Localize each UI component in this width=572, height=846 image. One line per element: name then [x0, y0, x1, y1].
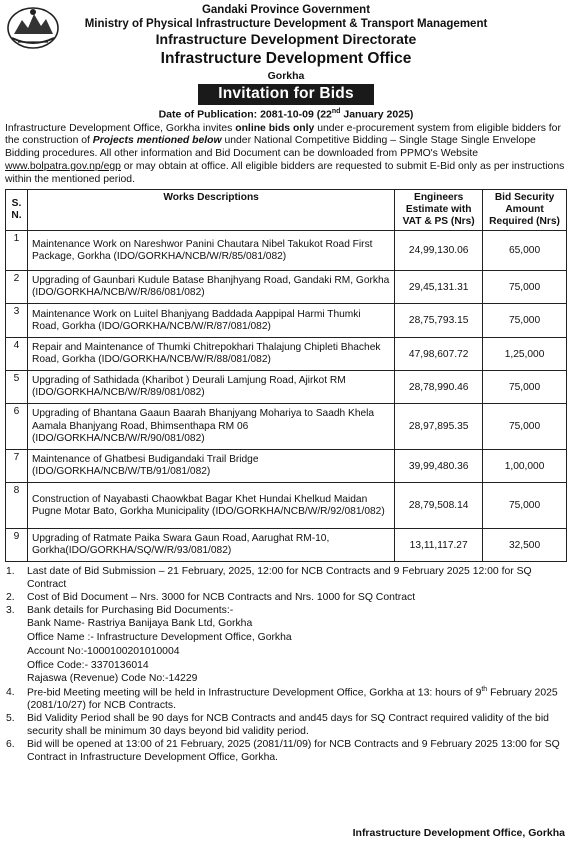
invitation-banner: Invitation for Bids [198, 84, 374, 105]
sn-header: S. N. [6, 190, 28, 231]
row-description: Upgrading of Bhantana Gaaun Baarah Bhanjyang Mohariya to Saadh Khela Aamala Bhanjyang Road, Bhimsenthapa RM 06 (IDO/GORKHA/NCB/W/R/90/081/082) [27, 404, 394, 450]
row-sn: 1 [6, 231, 28, 271]
row-estimate: 28,97,895.35 [395, 404, 483, 450]
row-sn: 2 [6, 271, 28, 304]
row-security: 75,000 [483, 304, 567, 338]
province-title: Gandaki Province Government [201, 4, 371, 16]
row-sn: 5 [6, 371, 28, 404]
note-item: 2. Cost of Bid Document – Nrs. 3000 for NCB Contracts and Nrs. 1000 for SQ Contract [6, 592, 416, 604]
security-header: Bid Security Amount Required (Nrs) [483, 190, 567, 231]
row-estimate: 28,78,990.46 [395, 371, 483, 404]
note-item: 4. Pre-bid Meeting meeting will be held in Infrastructure Development Office, Gorkha at 13: hours of 9th February 2025 (2081/10/27) for NCB Contracts. [6, 686, 558, 712]
row-security: 75,000 [483, 483, 567, 529]
row-security: 1,00,000 [483, 450, 567, 483]
table-header-row [6, 190, 567, 231]
bank-name: Bank Name- Rastriya Banijaya Bank Ltd, Gorkha [27, 618, 253, 630]
row-sn: 7 [6, 450, 28, 483]
table-row [6, 338, 567, 371]
note-item: 1. Last date of Bid Submission – 21 February, 2025, 12:00 for NCB Contracts and 9 February 2025 12:00 for SQ Contract [6, 566, 532, 591]
office-code: Office Code:- 3370136014 [27, 659, 149, 671]
row-security: 32,500 [483, 529, 567, 562]
office-title: Infrastructure Development Office [160, 49, 412, 67]
row-sn: 4 [6, 338, 28, 371]
row-estimate: 28,79,508.14 [395, 483, 483, 529]
signature-footer: Infrastructure Development Office, Gorkha [352, 827, 565, 839]
row-estimate: 13,11,117.27 [395, 529, 483, 562]
government-emblem-icon [6, 4, 60, 50]
publication-date: Date of Publication: 2081-10-09 (22nd January 2025) [158, 108, 414, 121]
table-row [6, 483, 567, 529]
table-row [6, 450, 567, 483]
note-item: 6. Bid will be opened at 13:00 of 21 February, 2025 (2081/11/09) for NCB Contracts and 9 February 2025 13:00 for SQ Contract in Infrastructure Development Office, Gorkha. [6, 739, 560, 764]
row-description: Maintenance of Ghatbesi Budigandaki Trail Bridge (IDO/GORKHA/NCB/W/TB/91/081/082) [27, 450, 394, 483]
table-row [6, 231, 567, 271]
notes-list [5, 565, 567, 764]
row-security: 75,000 [483, 404, 567, 450]
table-row [6, 371, 567, 404]
note-item: 5. Bid Validity Period shall be 90 days for NCB Contracts and and45 days for SQ Contract required validity of the bid security shall be minimum 30 days beyond bid validity period. [6, 713, 549, 738]
row-security: 65,000 [483, 231, 567, 271]
row-description: Upgrading of Sathidada (Kharibot ) Deurali Lamjung Road, Ajirkot RM (IDO/GORKHA/NCB/W/R/89/081/082) [27, 371, 394, 404]
table-row [6, 304, 567, 338]
row-security: 1,25,000 [483, 338, 567, 371]
row-sn: 9 [6, 529, 28, 562]
revenue-code: Rajaswa (Revenue) Code No:-14229 [27, 673, 198, 685]
row-estimate: 47,98,607.72 [395, 338, 483, 371]
bids-table [5, 189, 567, 562]
row-security: 75,000 [483, 271, 567, 304]
row-sn: 3 [6, 304, 28, 338]
ministry-title: Ministry of Physical Infrastructure Development & Transport Management [84, 17, 488, 30]
row-sn: 8 [6, 483, 28, 529]
row-description: Construction of Nayabasti Chaowkbat Bagar Khet Hundai Khelkud Maidan Pugne Motar Bato, Gorkha Municipality (IDO/GORKHA/NCB/W/R/92/081/082) [27, 483, 394, 529]
table-row [6, 404, 567, 450]
row-security: 75,000 [483, 371, 567, 404]
intro-paragraph: Infrastructure Development Office, Gorkha invites online bids only under e-procurement system from eligible bidders for the construction of Projects mentioned below under National Competitive Bidding – Single Stage Single Envelope Bidding procedures. All other information and Bid Document can be downloaded from PPMO's Website www.bolpatra.gov.np/egp or may obtain at office. All eligible bidders are requested to submit E-Bid only as per instructions within the mentioned period. [5, 122, 565, 185]
table-row [6, 529, 567, 562]
row-description: Maintenance Work on Luitel Bhanjyang Baddada Aappipal Harmi Thumki Road, Gorkha (IDO/GORKHA/NCB/W/R/87/081/082) [27, 304, 394, 338]
row-estimate: 39,99,480.36 [395, 450, 483, 483]
description-header: Works Descriptions [27, 190, 394, 231]
directorate-title: Infrastructure Development Directorate [155, 31, 417, 48]
estimate-header: Engineers Estimate with VAT & PS (Nrs) [395, 190, 483, 231]
row-estimate: 29,45,131.31 [395, 271, 483, 304]
row-sn: 6 [6, 404, 28, 450]
row-description: Upgrading of Ratmate Paika Swara Gaun Road, Aarughat RM-10, Gorkha(IDO/GORKHA/SQ/W/R/93/081/082) [27, 529, 394, 562]
account-number: Account No:-1000100201010004 [27, 645, 180, 657]
row-description: Maintenance Work on Nareshwor Panini Chautara Nibel Takukot Road First Package, Gorkha (IDO/GORKHA/NCB/W/R/85/081/082) [27, 231, 394, 271]
location-title: Gorkha [267, 69, 305, 82]
row-description: Upgrading of Gaunbari Kudule Batase Bhanjhyang Road, Gandaki RM, Gorkha (IDO/GORKHA/NCB/W/R/86/081/082) [27, 271, 394, 304]
note-item: 3. Bank details for Purchasing Bid Documents:- [6, 605, 234, 617]
office-name: Office Name :- Infrastructure Development Office, Gorkha [27, 632, 292, 644]
row-description: Repair and Maintenance of Thumki Chitrepokhari Thalajung Chipleti Bhachek Road, Gorkha (IDO/GORKHA/NCB/W/R/88/081/082) [27, 338, 394, 371]
row-estimate: 28,75,793.15 [395, 304, 483, 338]
table-row [6, 271, 567, 304]
row-estimate: 24,99,130.06 [395, 231, 483, 271]
ppmo-link[interactable]: www.bolpatra.gov.np/egp [5, 160, 121, 172]
bank-details [5, 617, 567, 686]
